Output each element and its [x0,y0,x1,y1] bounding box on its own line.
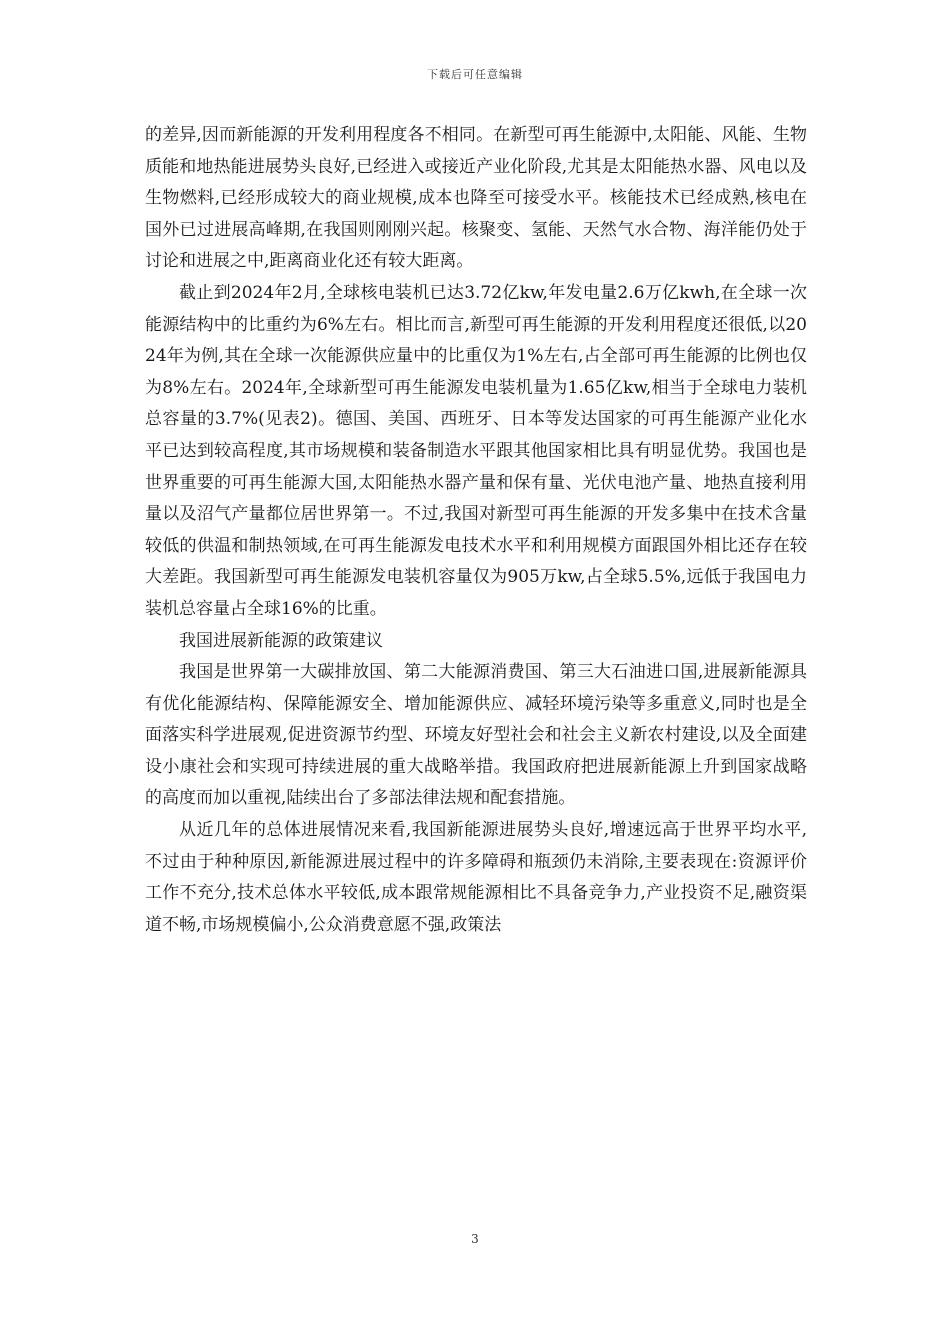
document-body [145,120,807,941]
section-heading-policy: 我国进展新能源的政策建议 [179,630,383,651]
paragraph-policy-intro: 我国是世界第一大碳排放国、第二大能源消费国、第三大石油进口国,进展新能源具有优化能源结构、保障能源安全、增加能源供应、减轻环境污染等多重意义,同时也是全面落实科学进展观,促进资源节约型、环境友好型社会和社会主义新农村建设,以及全面建设小康社会和实现可持续进展的重大战略举措。我国政府把进展新能源上升到国家战略的高度而加以重视,陆续出台了多部法律法规和配套措施。 [145,662,807,809]
paragraph-continued: 的差异,因而新能源的开发利用程度各不相同。在新型可再生能源中,太阳能、风能、生物质能和地热能进展势头良好,已经进入或接近产业化阶段,尤其是太阳能热水器、风电以及生物燃料,已经形成较大的商业规模,成本也降至可接受水平。核能技术已经成熟,核电在国外已过进展高峰期,在我国则刚刚兴起。核聚变、氢能、天然气水合物、海洋能仍处于讨论和进展之中,距离商业化还有较大距离。 [145,125,807,272]
page-header-note: 下载后可任意编辑 [427,68,523,81]
paragraph-nuclear-stats: 截止到2024年2月,全球核电装机已达3.72亿kw,年发电量2.6万亿kwh,在全球一次能源结构中的比重约为6%左右。相比而言,新型可再生能源的开发利用程度还很低,以2024年为例,其在全球一次能源供应量中的比重仅为1%左右,占全部可再生能源的比例也仅为8%左右。2024年,全球新型可再生能源发电装机量为1.65亿kw,相当于全球电力装机总容量的3.7%(见表2)。德国、美国、西班牙、日本等发达国家的可再生能源产业化水平已达到较高程度,其市场规模和装备制造水平跟其他国家相比具有明显优势。我国也是世界重要的可再生能源大国,太阳能热水器产量和保有量、光伏电池产量、地热直接利用量以及沼气产量都位居世界第一。不过,我国对新型可再生能源的开发多集中在技术含量较低的供温和制热领域,在可再生能源发电技术水平和利用规模方面跟国外相比还存在较大差距。我国新型可再生能源发电装机容量仅为905万kw,占全球5.5%,远低于我国电力装机总容量占全球16%的比重。 [145,282,807,619]
paragraph-obstacles: 从近几年的总体进展情况来看,我国新能源进展势头良好,增速远高于世界平均水平,不过由于种种原因,新能源进展过程中的许多障碍和瓶颈仍未消除,主要表现在:资源评价工作不充分,技术总体水平较低,成本跟常规能源相比不具备竞争力,产业投资不足,融资渠道不畅,市场规模偏小,公众消费意愿不强,政策法 [145,820,807,935]
page-number: 3 [471,1232,479,1246]
